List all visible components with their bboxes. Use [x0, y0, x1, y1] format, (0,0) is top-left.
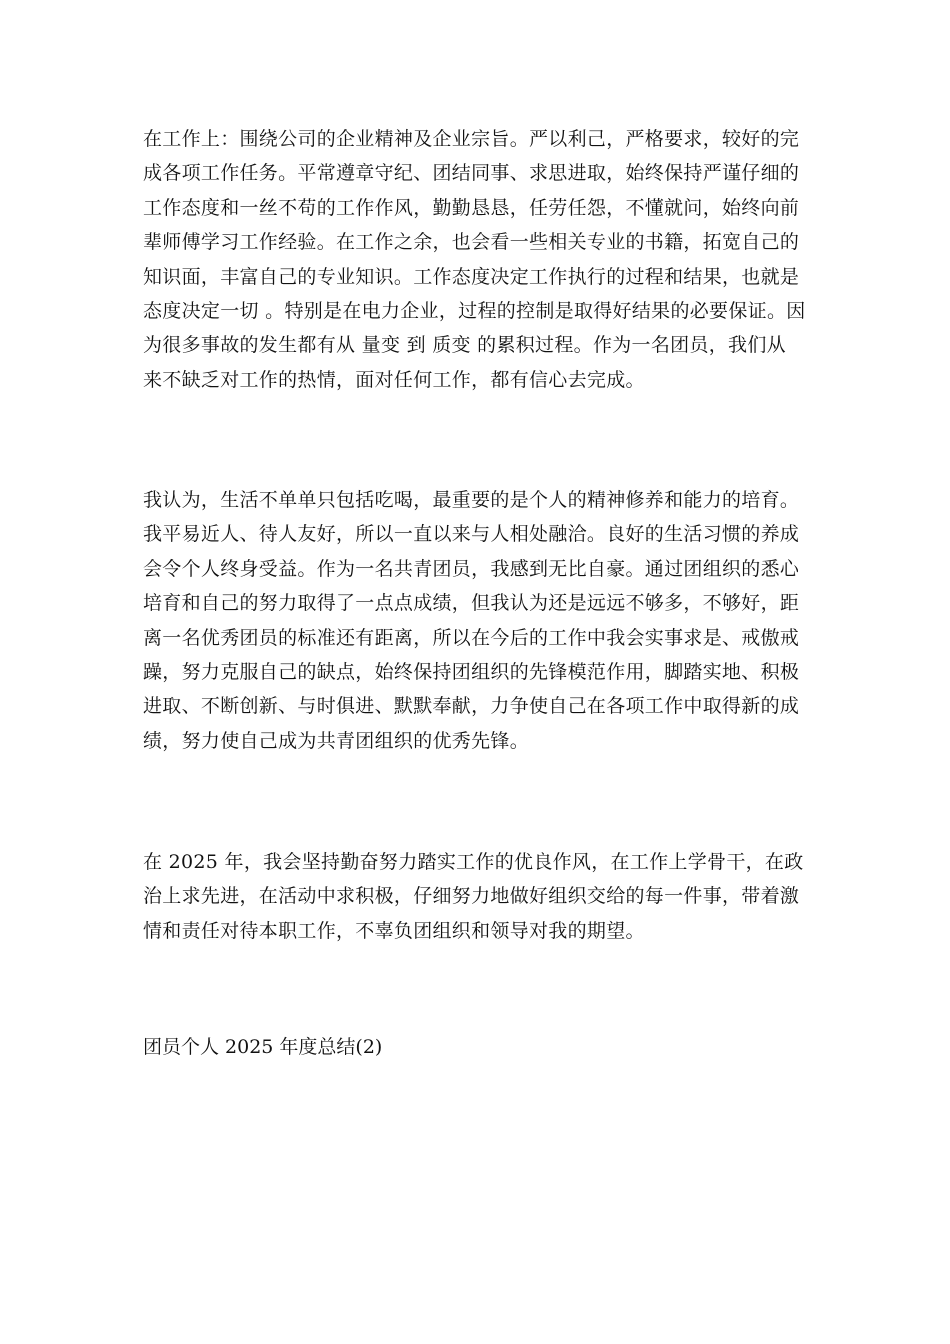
paragraph-line: 绩，努力使自己成为共青团组织的优秀先锋。 — [143, 729, 530, 752]
paragraph-line: 辈师傅学习工作经验。在工作之余，也会看一些相关专业的书籍，拓宽自己的 — [143, 231, 800, 254]
paragraph-line: 我认为，生活不单单只包括吃喝，最重要的是个人的精神修养和能力的培育。 — [143, 489, 800, 511]
paragraph-line: 进取、不断创新、与时俱进、默默奉献，力争使自己在各项工作中取得新的成 — [143, 695, 800, 718]
paragraph-line: 工作态度和一丝不苟的工作作风，勤勤恳恳，任劳任怨，不懂就问，始终向前 — [143, 196, 800, 219]
paragraph-line: 在 2025 年，我会坚持勤奋努力踏实工作的优良作风，在工作上学骨干，在政 — [143, 851, 804, 873]
paragraph-line: 态度决定一切 。特别是在电力企业，过程的控制是取得好结果的必要保证。因 — [143, 300, 806, 323]
paragraph-line: 情和责任对待本职工作，不辜负团组织和领导对我的期望。 — [143, 919, 645, 942]
paragraph-line: 成各项工作任务。平常遵章守纪、团结同事、求思进取，始终保持严谨仔细的 — [143, 162, 800, 185]
paragraph-plan — [143, 845, 808, 948]
paragraph-line: 来不缺乏对工作的热情，面对任何工作，都有信心去完成。 — [143, 368, 645, 391]
paragraph-line: 会令个人终身受益。作为一名共青团员，我感到无比自豪。通过团组织的悉心 — [143, 557, 800, 580]
section-heading: 团员个人 2025 年度总结(2) — [143, 1036, 383, 1058]
paragraph-line: 治上求先进，在活动中求积极，仔细努力地做好组织交给的每一件事，带着激 — [143, 885, 800, 908]
paragraph-line: 离一名优秀团员的标准还有距离，所以在今后的工作中我会实事求是、戒傲戒 — [143, 626, 800, 649]
paragraph-line: 为很多事故的发生都有从 量变 到 质变 的累积过程。作为一名团员，我们从 — [143, 334, 786, 357]
paragraph-line: 我平易近人、待人友好，所以一直以来与人相处融洽。良好的生活习惯的养成 — [143, 523, 800, 546]
paragraph-work — [143, 122, 808, 397]
paragraph-line: 培育和自己的努力取得了一点点成绩，但我认为还是远远不够多，不够好，距 — [143, 592, 800, 615]
paragraph-line: 在工作上：围绕公司的企业精神及企业宗旨。严以利己，严格要求，较好的完 — [143, 128, 800, 150]
paragraph-line: 知识面，丰富自己的专业知识。工作态度决定工作执行的过程和结果，也就是 — [143, 265, 800, 288]
paragraph-life — [143, 483, 808, 758]
paragraph-line: 躁，努力克服自己的缺点，始终保持团组织的先锋模范作用，脚踏实地、积极 — [143, 661, 800, 684]
